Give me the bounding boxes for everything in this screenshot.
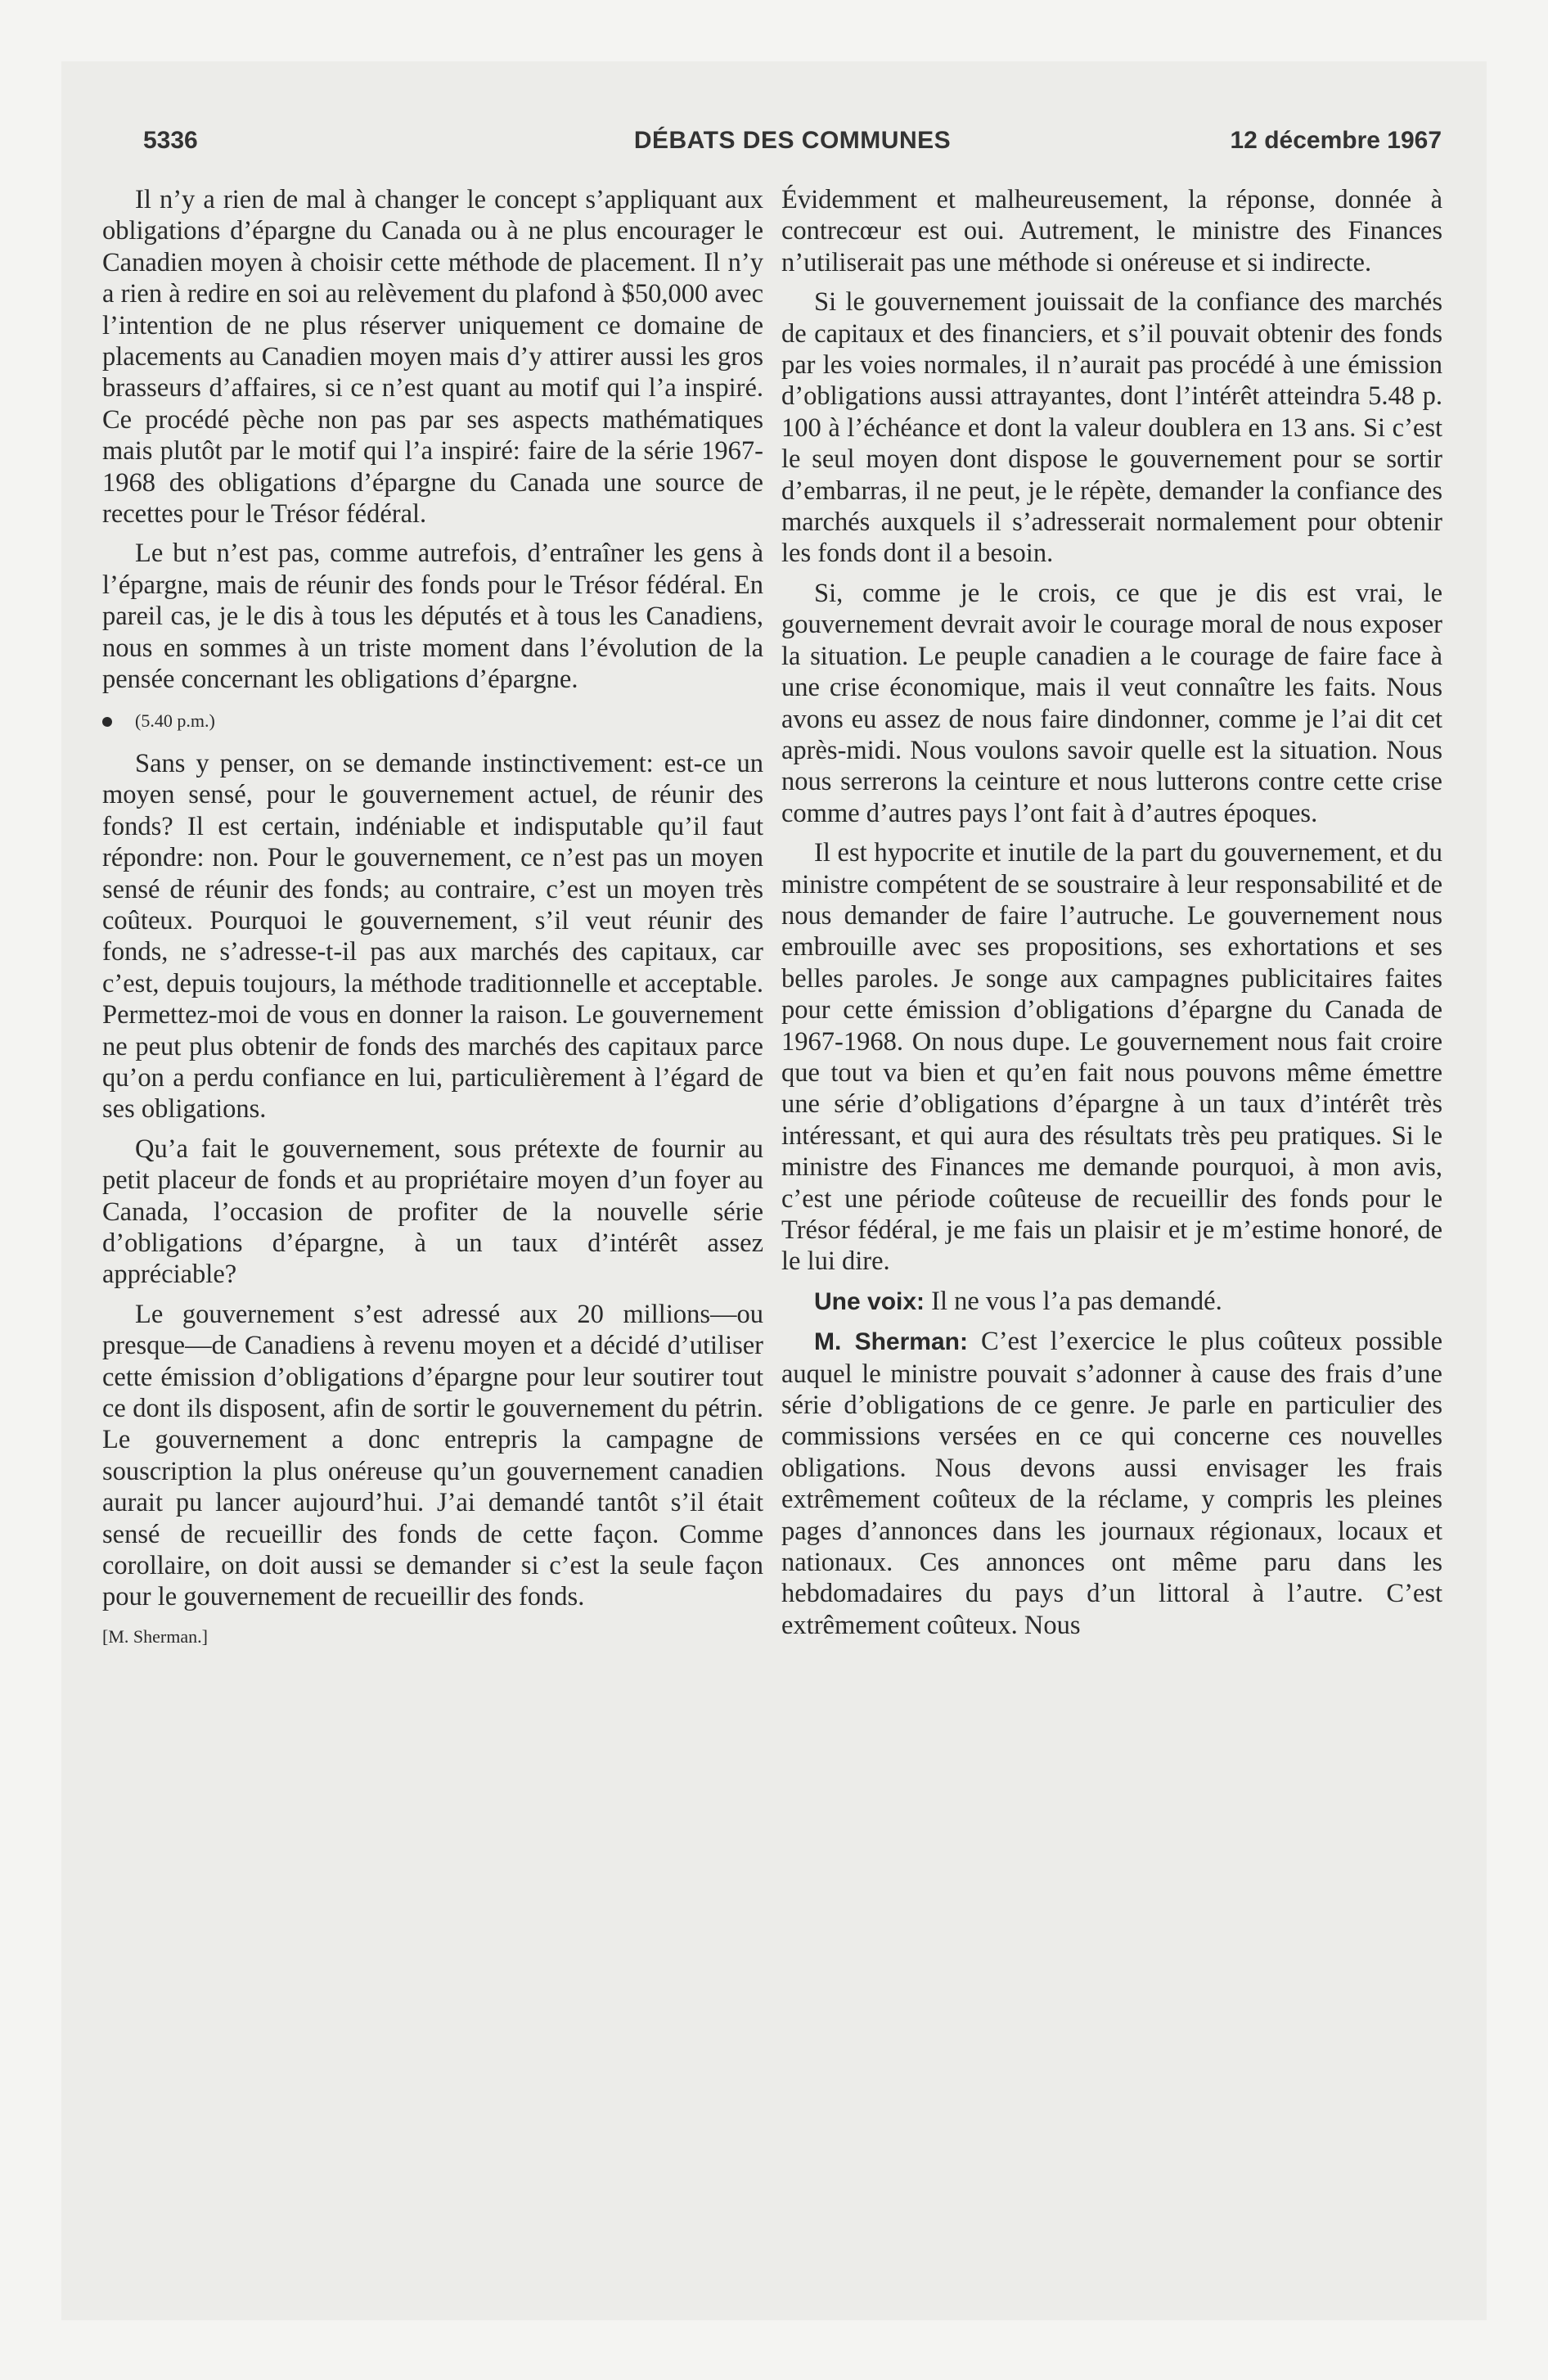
speech-text: Il ne vous l’a pas demandé. bbox=[925, 1286, 1222, 1316]
left-column bbox=[102, 184, 763, 1661]
paragraph: Il n’y a rien de mal à changer le concept s’appliquant aux obligations d’épargne du Canada ou à ne plus encourager le Canadien moyen à choisir cette méthode de placement. Il n’y a rien à redire en soi au relèvement du plafond à $50,000 avec l’intention de ne plus réserver uniquement ce domaine de placements au Canadien moyen mais d’y attirer aussi les gros brasseurs d’affaires, si ce n’est quant au motif qui l’a inspiré. Ce procédé pèche non pas par ses aspects mathématiques mais plutôt par le motif qui l’a inspiré: faire de la série 1967-1968 des obligations d’épargne du Canada une source de recettes pour le Trésor fédéral. bbox=[102, 185, 763, 530]
paragraph: Évidemment et malheureusement, la réponse, donnée à contrecœur est oui. Autrement, le ministre des Finances n’utiliserait pas une méthode si onéreuse et si indirecte. bbox=[781, 185, 1442, 277]
paragraph: Sans y penser, on se demande instinctivement: est-ce un moyen sensé, pour le gouvernement actuel, de réunir des fonds? Il est certain, indéniable et indisputable qu’il faut répondre: non. Pour le gouvernement, ce n’est pas un moyen sensé de réunir des fonds; au contraire, c’est un moyen très coûteux. Pourquoi le gouvernement, s’il veut réunir des fonds, ne s’adresse-t-il pas aux marchés des capitaux, car c’est, depuis toujours, la méthode traditionnelle et acceptable. Permettez-moi de vous en donner la raison. Le gouvernement ne peut plus obtenir de fonds des marchés des capitaux parce qu’on a perdu confiance en lui, particulièrement à l’égard de ses obligations. bbox=[102, 748, 763, 1125]
paragraph: Qu’a fait le gouvernement, sous prétexte de fournir au petit placeur de fonds et au propriétaire moyen d’un foyer au Canada, l’occasion de profiter de la nouvelle série d’obligations d’épargne, à un taux d’intérêt assez appréciable? bbox=[102, 1134, 763, 1290]
paragraph: Le gouvernement s’est adressé aux 20 millions—ou presque—de Canadiens à revenu moyen et a décidé d’utiliser cette émission d’obligations d’épargne pour leur soutirer tout ce dont ils disposent, afin de sortir le gouvernement du pétrin. Le gouvernement a donc entrepris la campagne de souscription la plus onéreuse qu’un gouvernement canadien aurait pu lancer aujourd’hui. J’ai demandé tantôt s’il était sensé de recueillir des fonds de cette façon. Comme corollaire, on doit aussi se demander si c’est la seule façon pour le gouvernement de recueillir des fonds. bbox=[102, 1299, 763, 1612]
bullet-icon bbox=[102, 717, 112, 727]
paragraph: Si le gouvernement jouissait de la confiance des marchés de capitaux et des financiers, et s’il pouvait obtenir des fonds par les voies normales, il n’aurait pas procédé à une émission d’obligations aussi attrayantes, dont l’intérêt atteindra 5.48 p. 100 à l’échéance et dont la valeur doublera en 13 ans. Si c’est le seul moyen dont dispose le gouvernement pour se sortir d’embarras, il ne peut, je le répète, demander la confiance des marchés auxquels il s’adresserait normalement pour obtenir les fonds dont il a besoin. bbox=[781, 287, 1442, 569]
publication-date: 12 décembre 1967 bbox=[1230, 127, 1442, 154]
paragraph: Il est hypocrite et inutile de la part du gouvernement, et du ministre compétent de se soustraire à leur responsabilité et de nous demander de faire l’autruche. Le gouvernement nous embrouille avec ses propositions, ses exhortations et ses belles paroles. Je songe aux campagnes publicitaires faites pour cette émission d’obligations d’épargne du Canada de 1967-1968. On nous dupe. Le gouvernement nous fait croire que tout va bien et qu’en fait nous pouvons même émettre une série d’obligations d’épargne à un taux d’intérêt très intéressant, et qui aura des résultats très peu pratiques. Si le ministre des Finances me demande pourquoi, à mon avis, c’est une période coûteuse de recueillir des fonds pour le Trésor fédéral, je me fais un plaisir et je m’estime honoré, de le lui dire. bbox=[781, 838, 1442, 1277]
speech bbox=[781, 1286, 1442, 1318]
page-header bbox=[143, 127, 1442, 168]
speech-text: C’est l’exercice le plus coûteux possible auquel le ministre pouvait s’adonner à cause des frais d’une série d’obligations de ce genre. Je parle en particulier des commissions versées en ce qui concerne ces nouvelles obligations. Nous devons aussi envisager les frais extrêmement coûteux de la réclame, y compris les pleines pages d’annonces dans les journaux régionaux, locaux et nationaux. Ces annonces ont même paru dans les hebdomadaires du pays d’un littoral à l’autre. C’est extrêmement coûteux. Nous bbox=[781, 1327, 1442, 1640]
speaker-name: M. Sherman: bbox=[814, 1328, 968, 1356]
right-column bbox=[781, 184, 1442, 1649]
page-number: 5336 bbox=[143, 127, 198, 154]
speech bbox=[781, 1326, 1442, 1641]
time-text: (5.40 p.m.) bbox=[135, 710, 215, 731]
speaker-signature: [M. Sherman.] bbox=[102, 1625, 208, 1647]
page bbox=[61, 61, 1487, 2320]
publication-title: DÉBATS DES COMMUNES bbox=[633, 127, 952, 154]
speaker-name: Une voix: bbox=[814, 1287, 925, 1315]
time-marker bbox=[102, 705, 763, 737]
paragraph: Si, comme je le crois, ce que je dis est vrai, le gouvernement devrait avoir le courage moral de nous exposer la situation. Le peuple canadien a le courage de faire face à une crise économique, mais il veut connaître les faits. Nous avons eu assez de nous faire dindonner, comme je l’ai dit cet après-midi. Nous voulons savoir quelle est la situation. Nous nous serrerons la ceinture et nous lutterons contre cette crise comme d’autres pays l’ont fait à d’autres époques. bbox=[781, 578, 1442, 828]
paragraph: Le but n’est pas, comme autrefois, d’entraîner les gens à l’épargne, mais de réunir des fonds pour le Trésor fédéral. En pareil cas, je le dis à tous les députés et à tous les Canadiens, nous en sommes à un triste moment dans l’évolution de la pensée concernant les obligations d’épargne. bbox=[102, 539, 763, 695]
